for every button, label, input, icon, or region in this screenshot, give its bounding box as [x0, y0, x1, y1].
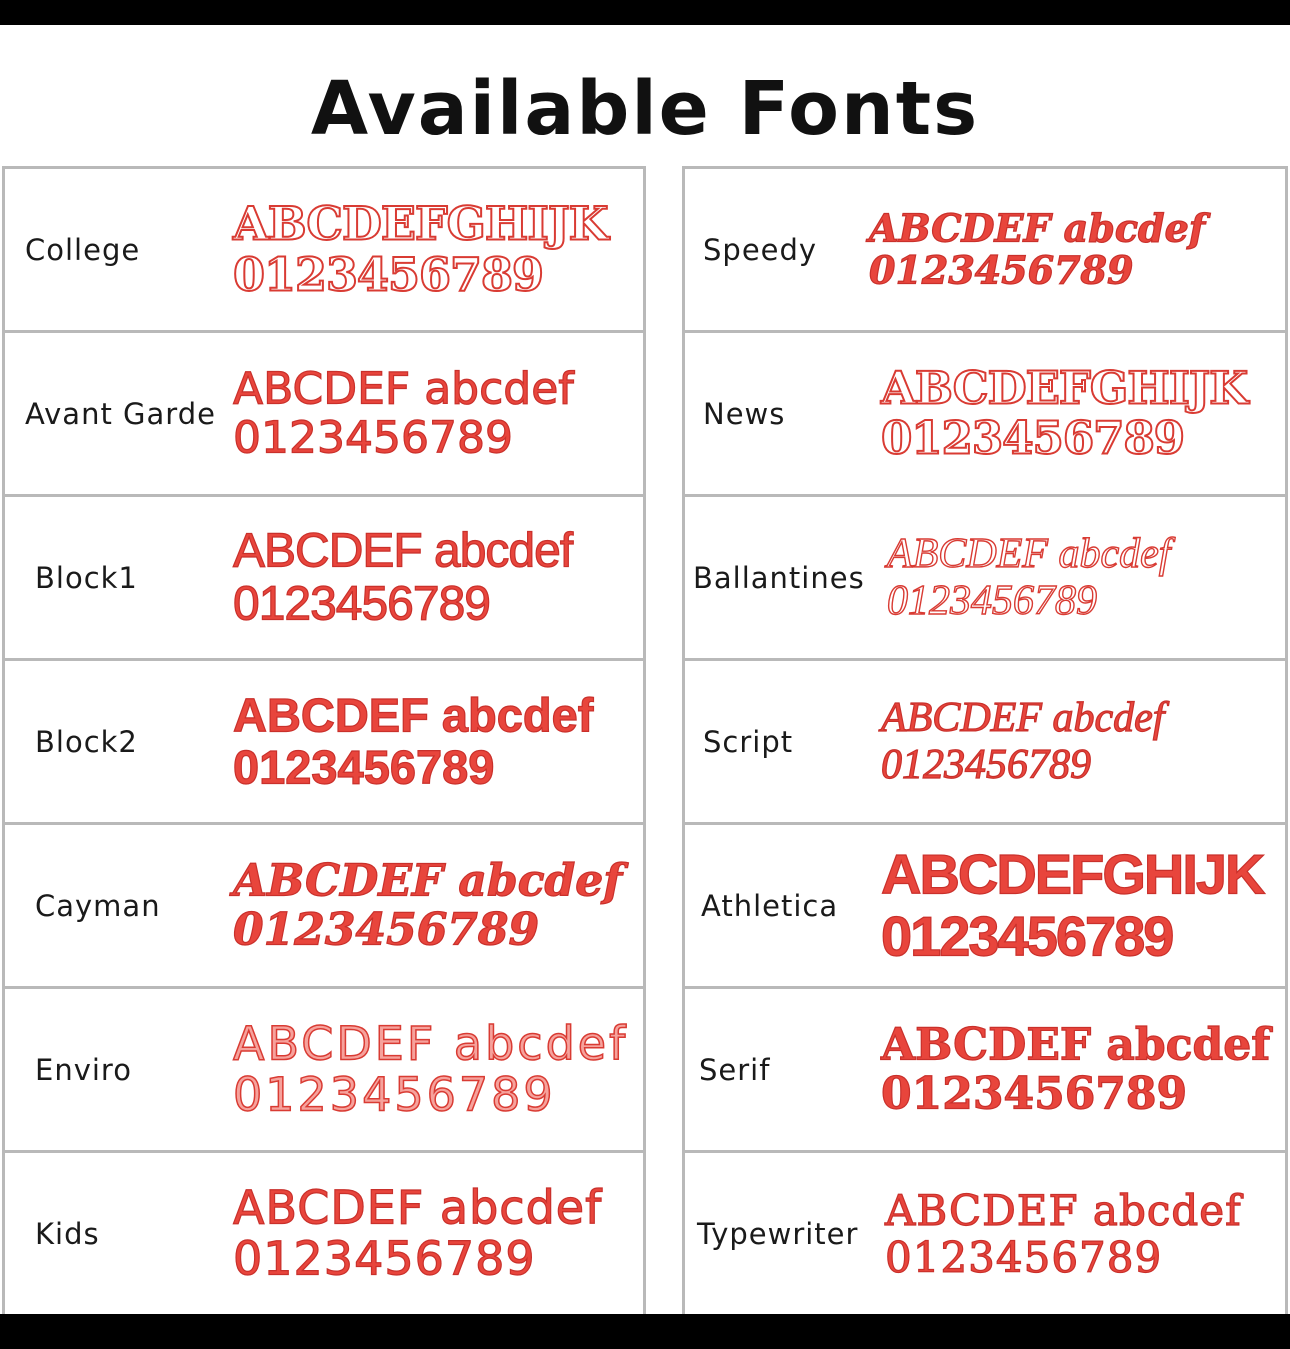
sample-digits: 0123456789 — [233, 904, 540, 956]
font-sample — [233, 364, 574, 463]
font-sample — [885, 1186, 1242, 1280]
font-name: Ballantines — [693, 560, 865, 595]
sample-digits: 0123456789 — [881, 1068, 1188, 1120]
font-name: Block2 — [35, 724, 138, 759]
font-sample — [887, 530, 1170, 624]
page-title: Available Fonts — [310, 66, 980, 152]
font-column-right — [682, 166, 1288, 1317]
font-column-left — [2, 166, 629, 1317]
sample-digits: 0123456789 — [881, 741, 1091, 788]
font-name: Serif — [699, 1052, 771, 1087]
sample-digits: 0123456789 — [881, 904, 1173, 968]
font-cell-block2 — [2, 661, 646, 825]
font-name: Typewriter — [697, 1216, 859, 1251]
font-sample — [233, 1015, 629, 1122]
font-cell-athletica — [682, 825, 1288, 989]
font-sample — [233, 856, 622, 955]
font-cell-typewriter — [682, 1153, 1288, 1317]
sample-digits: 0123456789 — [233, 577, 490, 631]
font-name: Enviro — [35, 1052, 132, 1087]
sample-letters: ABCDEF abcdef — [881, 694, 1165, 741]
sample-digits: 0123456789 — [233, 740, 495, 794]
font-sample — [881, 694, 1164, 788]
font-cell-avant-garde — [2, 333, 646, 497]
font-cell-news — [682, 333, 1288, 497]
bottom-black-bar — [0, 1314, 1290, 1349]
font-cell-script — [682, 661, 1288, 825]
sample-letters: ABCDEF abcdef — [233, 687, 594, 741]
sample-letters: ABCDEF abcdef — [233, 363, 574, 415]
font-cell-enviro — [2, 989, 646, 1153]
font-sample — [881, 363, 1247, 464]
font-cell-block1 — [2, 497, 646, 661]
sample-digits: 0123456789 — [881, 411, 1185, 465]
sample-letters: ABCDEFGHIJK — [881, 841, 1264, 905]
font-name: Speedy — [703, 232, 818, 267]
sample-digits: 0123456789 — [887, 577, 1097, 624]
font-name: Avant Garde — [25, 396, 216, 431]
font-sample — [233, 195, 608, 302]
font-cell-kids — [2, 1153, 646, 1317]
top-black-bar — [0, 0, 1290, 25]
font-sample — [881, 843, 1263, 968]
sample-digits: 0123456789 — [233, 247, 544, 302]
font-cell-college — [2, 166, 646, 333]
font-cell-ballantines — [682, 497, 1288, 661]
font-name: Block1 — [35, 560, 138, 595]
font-name: Athletica — [701, 888, 839, 923]
font-sample — [869, 204, 1206, 293]
font-sample — [233, 524, 572, 632]
font-name: College — [25, 232, 141, 267]
sample-letters: ABCDEFGHIJK — [233, 195, 608, 250]
font-name: News — [703, 396, 786, 431]
sample-digits: 0123456789 — [233, 1067, 556, 1122]
sample-letters: ABCDEF abcdef — [233, 1015, 629, 1070]
sample-letters: ABCDEF abcdef — [881, 1019, 1271, 1071]
font-name: Script — [703, 724, 794, 759]
sample-digits: 0123456789 — [885, 1232, 1163, 1282]
sample-letters: ABCDEF abcdef — [233, 855, 623, 907]
sample-letters: ABCDEF abcdef — [885, 1185, 1242, 1235]
sample-letters: ABCDEF abcdef — [887, 530, 1171, 577]
font-cell-speedy — [682, 166, 1288, 333]
font-sample — [881, 1020, 1270, 1119]
font-cell-cayman — [2, 825, 646, 989]
sample-digits: 0123456789 — [233, 412, 513, 464]
font-cell-serif — [682, 989, 1288, 1153]
sample-digits: 0123456789 — [233, 1231, 536, 1286]
font-sample — [233, 689, 593, 794]
sample-digits: 0123456789 — [869, 247, 1134, 293]
sample-letters: ABCDEF abcdef — [233, 523, 573, 577]
sample-letters: ABCDEF abcdef — [233, 1179, 603, 1234]
font-name: Cayman — [35, 888, 161, 923]
sample-letters: ABCDEF abcdef — [869, 204, 1206, 250]
sample-letters: ABCDEFGHIJK — [881, 361, 1248, 415]
font-name: Kids — [35, 1216, 100, 1251]
font-sample — [233, 1179, 603, 1286]
